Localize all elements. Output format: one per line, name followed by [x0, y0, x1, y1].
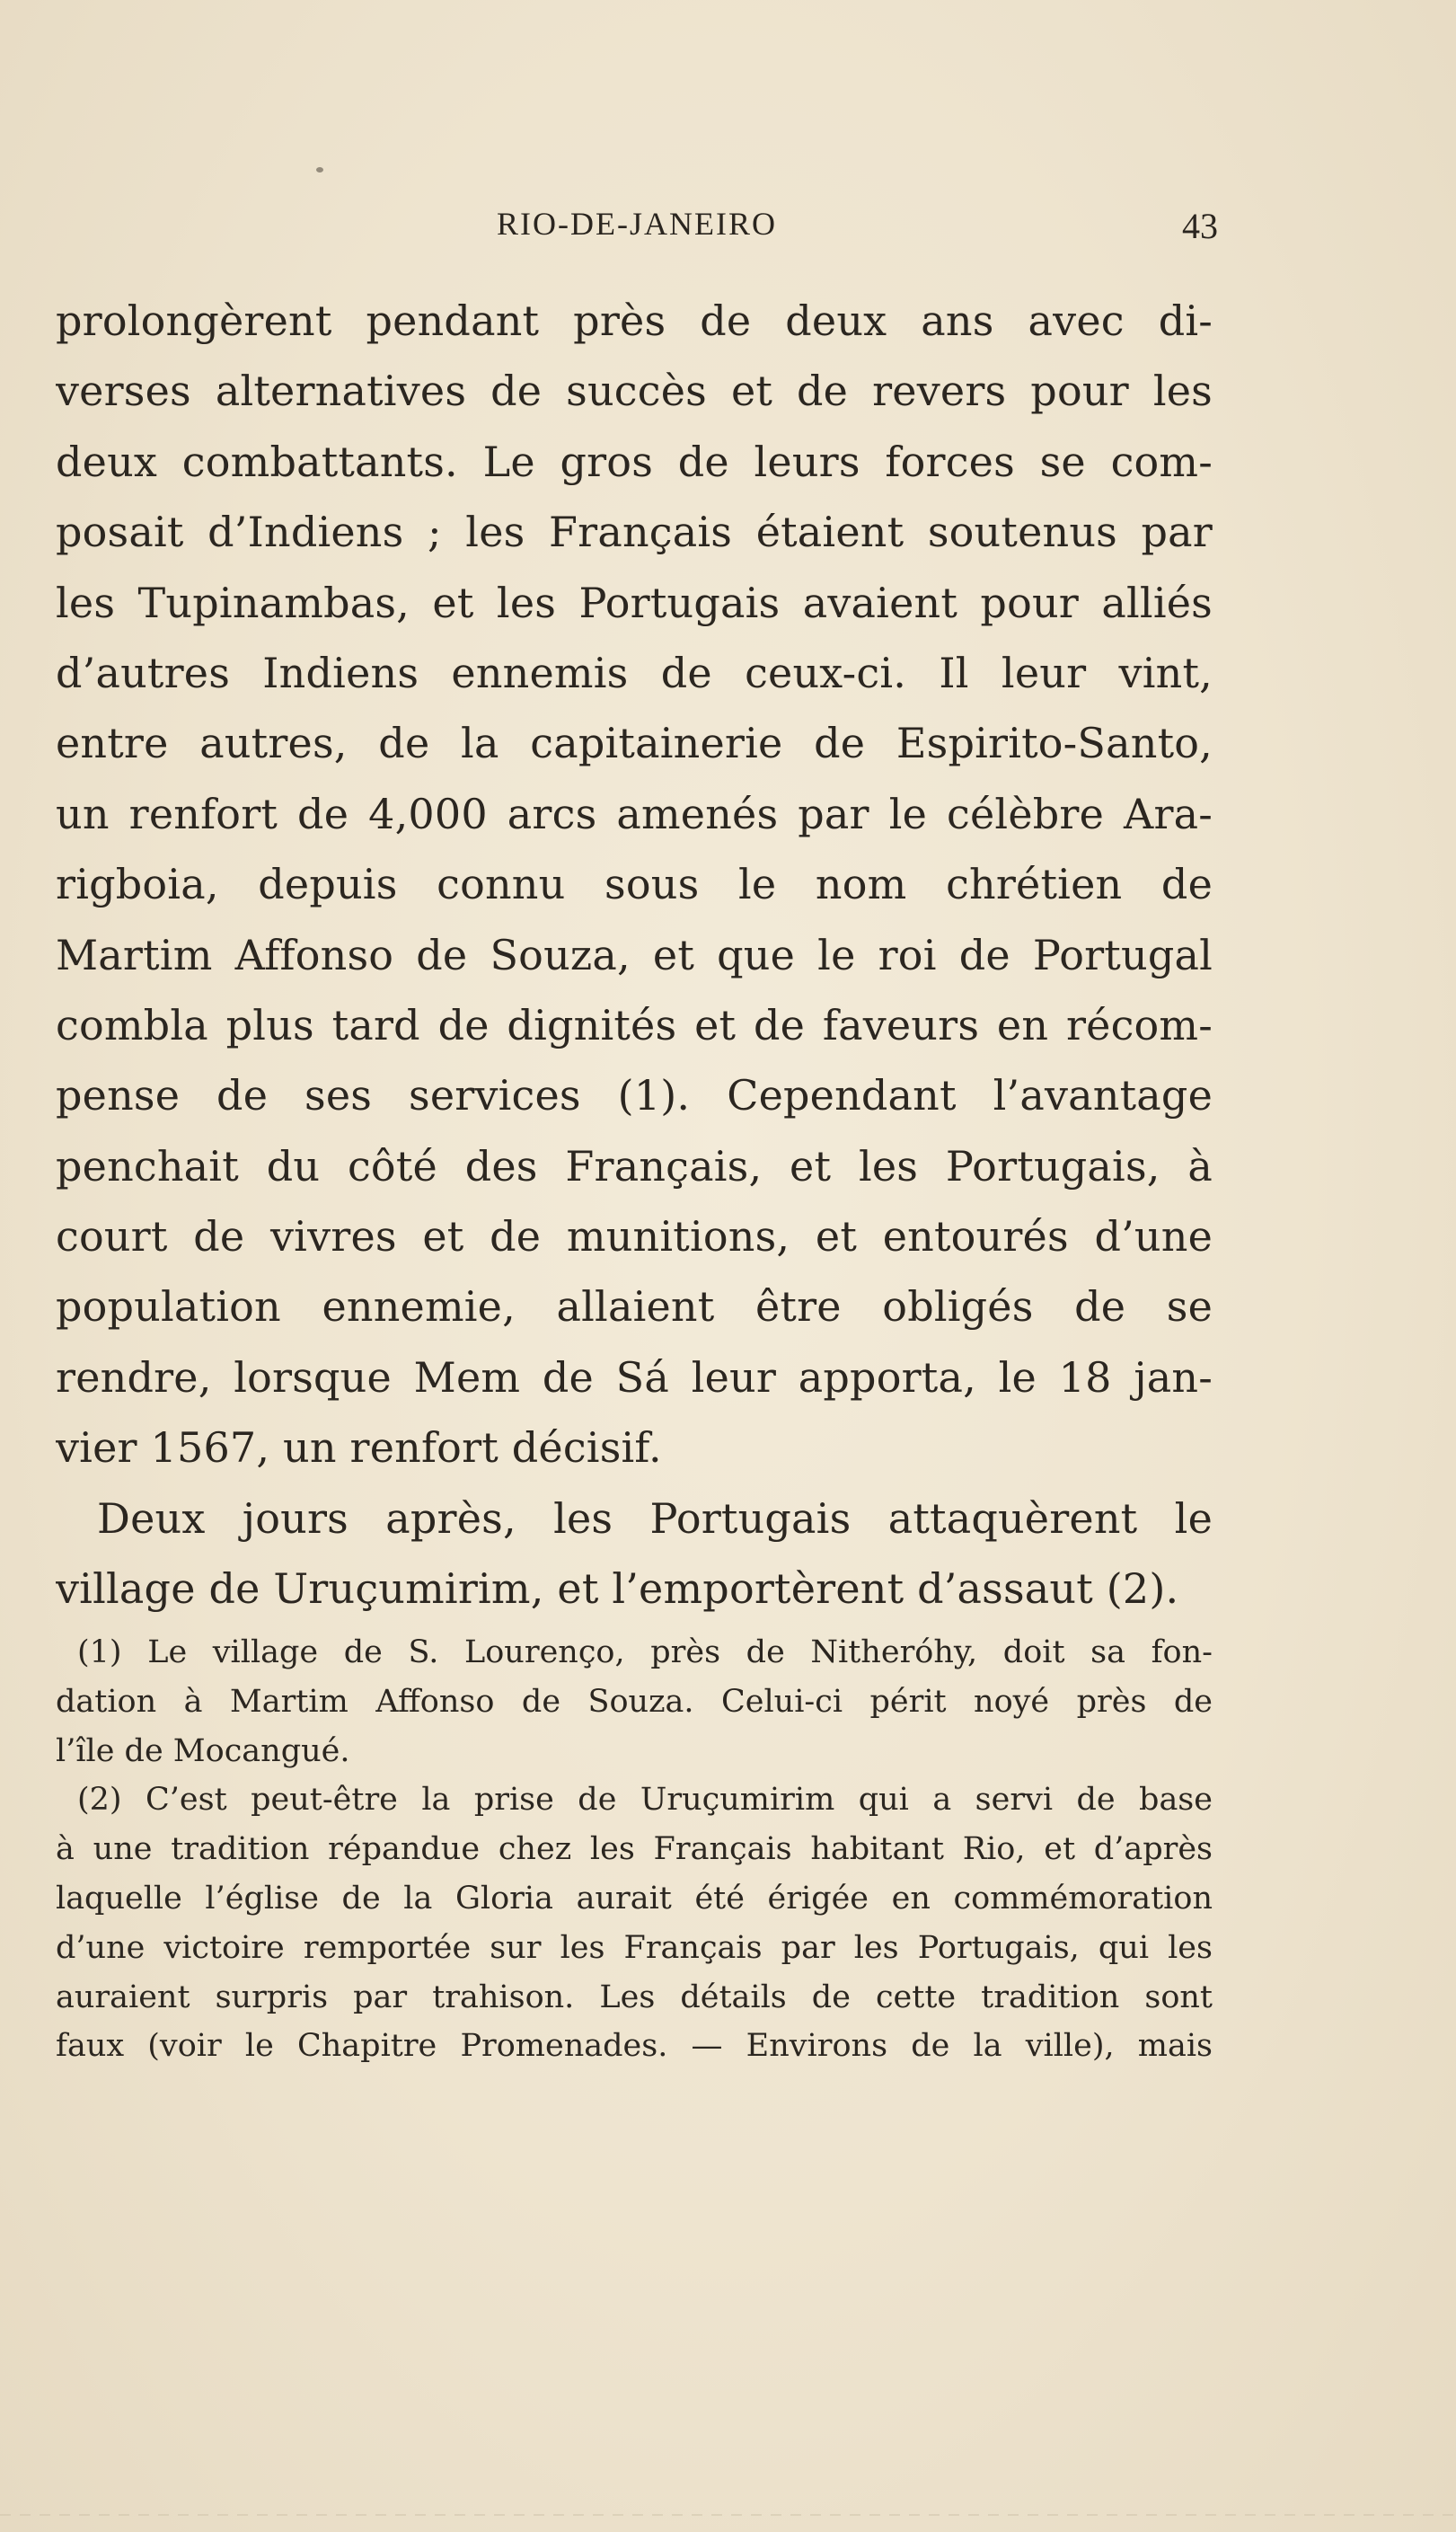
- footnote-line: auraient surpris par trahison. Les détails de cette tradition sont: [56, 1979, 1213, 2015]
- text-line: posait d’Indiens ; les Français étaient soutenus par: [56, 508, 1213, 557]
- text-line: penchait du côté des Français, et les Portugais, à: [56, 1141, 1213, 1191]
- footnote-line: (1) Le village de S. Lourenço, près de Nitheróhy, doit sa fon-: [77, 1634, 1213, 1670]
- footnote-line: dation à Martim Affonso de Souza. Celui-ci périt noyé près de: [56, 1683, 1213, 1720]
- text-line: population ennemie, allaient être obligés de se: [56, 1282, 1213, 1332]
- page-number: 43: [1182, 206, 1218, 246]
- text-line: combla plus tard de dignités et de faveurs en récom-: [56, 1000, 1213, 1049]
- text-line: pense de ses services (1). Cependant l’avantage: [56, 1071, 1213, 1120]
- main-text: [56, 286, 1213, 1624]
- text-line: vier 1567, un renfort décisif.: [56, 1423, 662, 1473]
- ink-speck: [316, 167, 323, 173]
- text-line: village de Uruçumirim, et l’emportèrent d’assaut (2).: [56, 1564, 1179, 1614]
- running-title: RIO-DE-JANEIRO: [497, 206, 777, 242]
- text-line: Deux jours après, les Portugais attaquèrent le: [97, 1493, 1213, 1543]
- text-line: court de vivres et de munitions, et entourés d’une: [56, 1212, 1213, 1262]
- text-line: d’autres Indiens ennemis de ceux-ci. Il leur vint,: [56, 648, 1213, 697]
- text-line: deux combattants. Le gros de leurs forces se com-: [56, 437, 1213, 486]
- footnote-line: à une tradition répandue chez les Français habitant Rio, et d’après: [56, 1831, 1213, 1868]
- footnote-line: d’une victoire remportée sur les Français par les Portugais, qui les: [56, 1929, 1213, 1966]
- page-header: [61, 205, 1218, 259]
- footnote-line: faux (voir le Chapitre Promenades. — Environs de la ville), mais: [56, 2028, 1213, 2065]
- text-line: un renfort de 4,000 arcs amenés par le célèbre Ara-: [56, 789, 1213, 838]
- footnote-line: laquelle l’église de la Gloria aurait été érigée en commémoration: [56, 1880, 1213, 1917]
- text-line: Martim Affonso de Souza, et que le roi de Portugal: [56, 930, 1213, 979]
- text-line: rendre, lorsque Mem de Sá leur apporta, le 18 jan-: [56, 1352, 1213, 1402]
- footnote-line: (2) C’est peut-être la prise de Uruçumirim qui a servi de base: [77, 1782, 1213, 1819]
- text-line: entre autres, de la capitainerie de Espirito-Santo,: [56, 719, 1213, 768]
- footnotes: [56, 1628, 1213, 2071]
- page-bottom-edge: [0, 2514, 1456, 2516]
- footnote-line: l’île de Mocangué.: [56, 1732, 350, 1769]
- text-line: prolongèrent pendant près de deux ans avec di-: [56, 297, 1213, 345]
- text-line: verses alternatives de succès et de revers pour les: [56, 367, 1213, 416]
- text-line: les Tupinambas, et les Portugais avaient pour alliés: [56, 578, 1213, 627]
- text-line: rigboia, depuis connu sous le nom chrétien de: [56, 860, 1213, 909]
